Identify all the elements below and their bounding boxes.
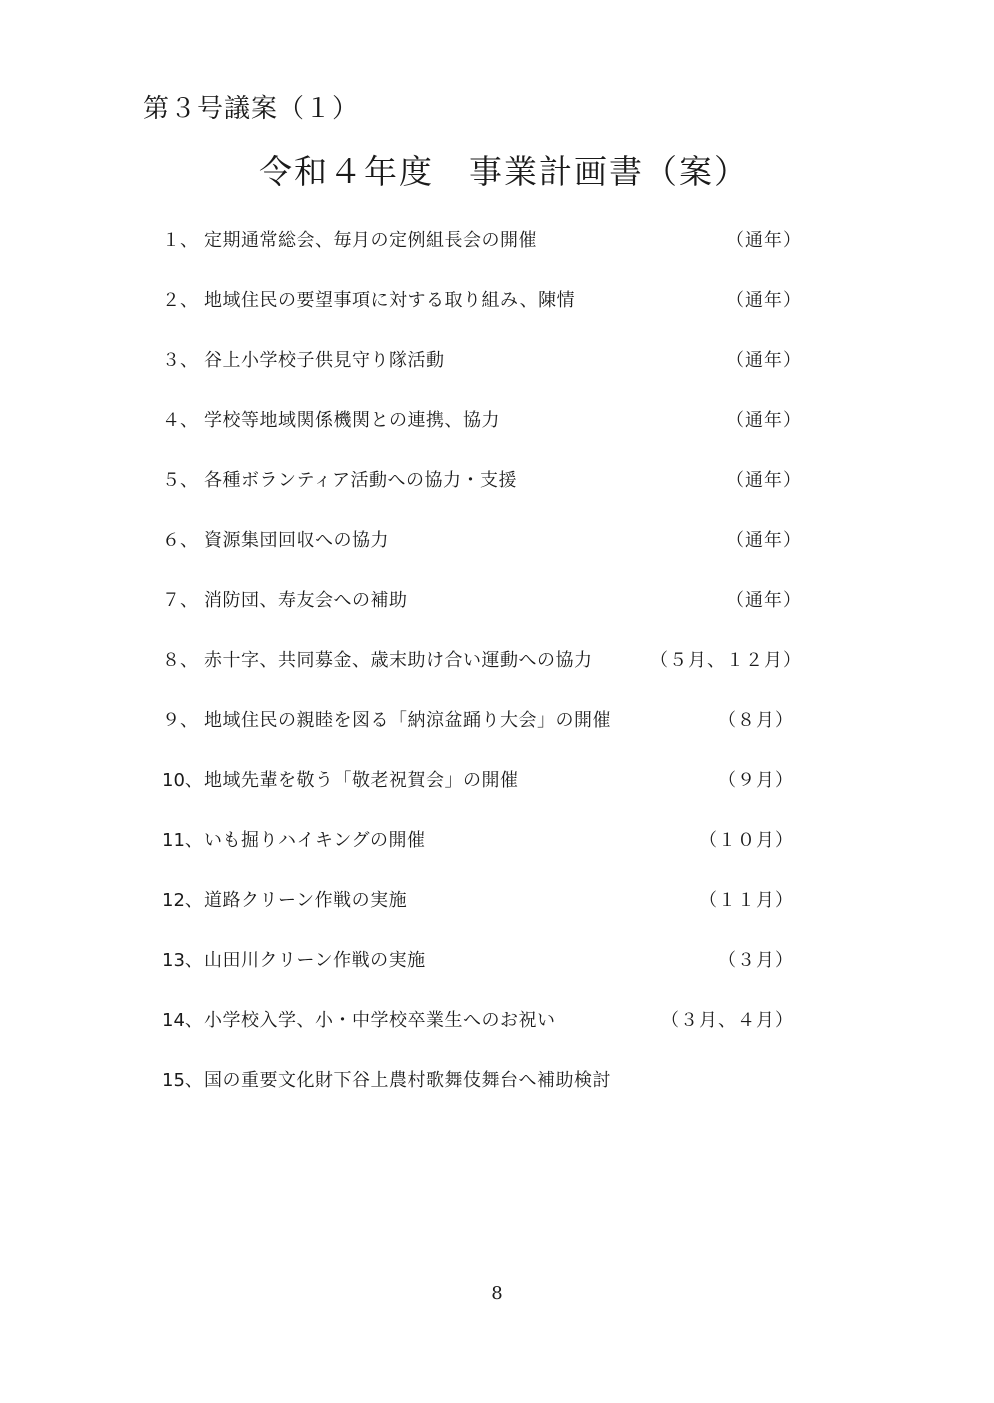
item-number: １、 bbox=[162, 230, 198, 251]
item-text: 地域住民の要望事項に対する取り組み、陳情 bbox=[204, 290, 576, 311]
item-text: 国の重要文化財下谷上農村歌舞伎舞台へ補助検討 bbox=[204, 1070, 611, 1091]
item-period: （通年） bbox=[726, 350, 802, 371]
item-number: 11、 bbox=[162, 830, 203, 851]
item-period: （１１月） bbox=[699, 890, 794, 911]
item-text: 各種ボランティア活動への協力・支援 bbox=[204, 470, 518, 491]
item-period: （８月） bbox=[718, 710, 794, 731]
item-text: 地域先輩を敬う「敬老祝賀会」の開催 bbox=[204, 770, 519, 791]
item-number: ９、 bbox=[162, 710, 198, 731]
item-period: （３月） bbox=[718, 950, 794, 971]
page-number: 8 bbox=[491, 1283, 503, 1304]
item-number: 15、 bbox=[162, 1070, 203, 1091]
item-number: ７、 bbox=[162, 590, 198, 611]
item-text: 小学校入学、小・中学校卒業生へのお祝い bbox=[204, 1010, 556, 1031]
list-item bbox=[162, 586, 802, 616]
list-item bbox=[162, 886, 802, 916]
list-item bbox=[162, 406, 802, 436]
item-period: （通年） bbox=[726, 410, 802, 431]
item-text: 定期通常総会、毎月の定例組長会の開催 bbox=[204, 230, 537, 251]
item-period: （５月、１２月） bbox=[650, 650, 802, 671]
item-number: ４、 bbox=[162, 410, 198, 431]
item-number: 10、 bbox=[162, 770, 203, 791]
agenda-label: 第３号議案（１） bbox=[143, 94, 360, 124]
list-item bbox=[162, 286, 802, 316]
list-item bbox=[162, 346, 802, 376]
item-number: ３、 bbox=[162, 350, 198, 371]
document-title: 令和４年度 事業計画書（案） bbox=[259, 152, 749, 191]
list-item bbox=[162, 946, 802, 976]
list-item bbox=[162, 226, 802, 256]
item-number: ２、 bbox=[162, 290, 198, 311]
item-text: 山田川クリーン作戦の実施 bbox=[204, 950, 426, 971]
item-text: 谷上小学校子供見守り隊活動 bbox=[204, 350, 445, 371]
list-item bbox=[162, 466, 802, 496]
item-period: （３月、４月） bbox=[661, 1010, 794, 1031]
item-text: 消防団、寿友会への補助 bbox=[204, 590, 408, 611]
list-item bbox=[162, 766, 802, 796]
list-item bbox=[162, 1006, 802, 1036]
item-period: （通年） bbox=[726, 530, 802, 551]
item-number: ８、 bbox=[162, 650, 198, 671]
item-text: 地域住民の親睦を図る「納涼盆踊り大会」の開催 bbox=[204, 710, 611, 731]
list-item bbox=[162, 646, 802, 676]
item-text: いも掘りハイキングの開催 bbox=[204, 830, 426, 851]
list-item bbox=[162, 826, 802, 856]
item-period: （通年） bbox=[726, 290, 802, 311]
item-period: （１０月） bbox=[699, 830, 794, 851]
list-item bbox=[162, 1066, 802, 1096]
item-text: 道路クリーン作戦の実施 bbox=[204, 890, 408, 911]
list-item bbox=[162, 526, 802, 556]
item-text: 赤十字、共同募金、歳末助け合い運動への協力 bbox=[204, 650, 593, 671]
list-item bbox=[162, 706, 802, 736]
item-number: 14、 bbox=[162, 1010, 203, 1031]
item-period: （通年） bbox=[726, 590, 802, 611]
item-number: 13、 bbox=[162, 950, 203, 971]
item-text: 学校等地域関係機関との連携、協力 bbox=[204, 410, 500, 431]
item-period: （通年） bbox=[726, 470, 802, 491]
item-number: ５、 bbox=[162, 470, 198, 491]
item-text: 資源集団回収への協力 bbox=[204, 530, 389, 551]
item-number: ６、 bbox=[162, 530, 198, 551]
item-number: 12、 bbox=[162, 890, 203, 911]
item-period: （通年） bbox=[726, 230, 802, 251]
item-period: （９月） bbox=[718, 770, 794, 791]
